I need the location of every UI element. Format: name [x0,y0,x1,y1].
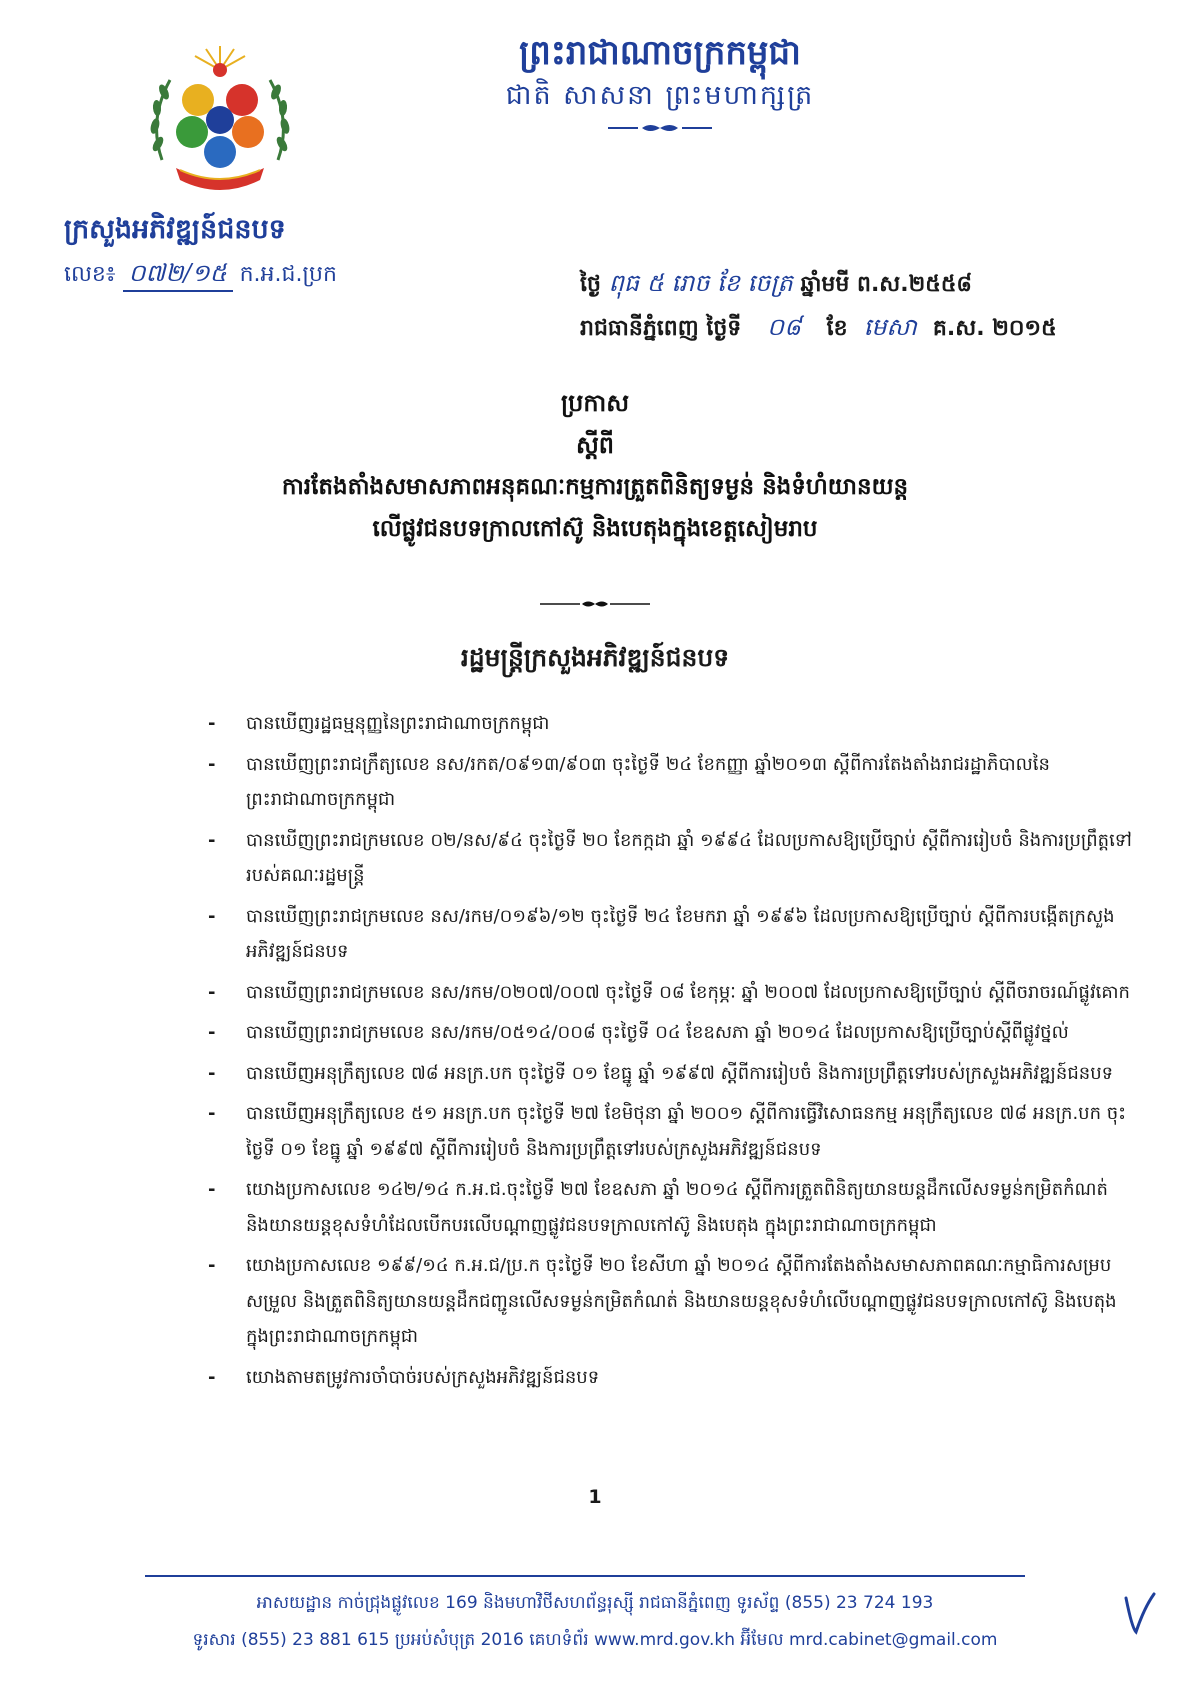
national-motto: ជាតិ សាសនា ព្រះមហាក្សត្រ [505,80,815,111]
list-item: - យោងប្រកាសលេខ ១៩៩/១៤ ក.អ.ជ/ប្រ.ក ចុះថ្ងៃទី ២០ ខែសីហា ឆ្នាំ ២០១៤ ស្តីពីការតែងតាំងសមាសភាពគណៈកម្មាធិការសម្របសម្រួល និងត្រួតពិនិត្យយានយន្តដឹកជញ្ជូនលើសទម្ងន់កម្រិតកំណត់ និងយានយន្តខុសទំហំលើបណ្តាញផ្លូវជនបទក្រាលកៅស៊ូ និងបេតុង ក្នុងព្រះរាជាណាចក្រកម្ពុជា [208,1255,1117,1347]
page-number: 1 [588,1486,602,1508]
city-day-label: រាជធានីភ្នំពេញ ថ្ងៃទី [580,316,742,341]
subject-line-2: លើផ្លូវជនបទក្រាលកៅស៊ូ និងបេតុងក្នុងខេត្តសៀមរាប [372,516,818,542]
lunar-date [580,262,1160,306]
ministry-name: ក្រសួងអភិវឌ្ឍន៍ជនបទ [64,214,286,245]
lunar-year: ឆ្នាំមមី ព.ស.២៥៥៨ [800,272,972,297]
preamble-clauses [200,706,1140,1400]
initial-mark-icon [1118,1588,1158,1638]
document-about: ស្តីពី [575,431,615,459]
list-item: - យោងតាមតម្រូវការចាំបាច់របស់ក្រសួងអភិវឌ្ឍន៍ជនបទ [208,1366,600,1388]
list-item: - បានឃើញព្រះរាជក្រមលេខ ០២/នស/៩៤ ចុះថ្ងៃទី ២០ ខែកក្កដា ឆ្នាំ ១៩៩៤ ដែលប្រកាសឱ្យប្រើច្បាប់ ស្តីពីការរៀបចំ និងការប្រព្រឹត្តទៅរបស់គណៈរដ្ឋមន្ត្រី [208,829,1132,886]
year: គ.ស. ២០១៥ [932,316,1057,341]
kingdom-heading [380,30,940,138]
lunar-prefix: ថ្ងៃ [580,272,601,297]
minister-heading: រដ្ឋមន្ត្រីក្រសួងអភិវឌ្ឍន៍ជនបទ [460,643,730,672]
lunar-date-handwritten: ពុធ ៥ រោច ខែ ចេត្រ [608,269,793,297]
subject-line-1: ការតែងតាំងសមាសភាពអនុគណៈកម្មការត្រួតពិនិត្យទម្ងន់ និងទំហំយានយន្ត [281,474,909,500]
ref-number-handwritten: ០៧២/១៥ [123,256,233,292]
month-label: ខែ [826,316,848,341]
ministry-logo [140,40,300,200]
kingdom-name: ព្រះរាជាណាចក្រកម្ពុជា [519,33,801,73]
document-title [140,382,1050,550]
list-item: - បានឃើញព្រះរាជក្រមលេខ នស/រកម/០១៩៦/១២ ចុះថ្ងៃទី ២៤ ខែមករា ឆ្នាំ ១៩៩៦ ដែលប្រកាសឱ្យប្រើច្បាប់ ស្តីពីការបង្កើតក្រសួងអភិវឌ្ឍន៍ជនបទ [208,905,1115,962]
list-item: - បានឃើញអនុក្រឹត្យលេខ ៧៨ អនក្រ.បក ចុះថ្ងៃទី ០១ ខែធ្នូ ឆ្នាំ ១៩៩៧ ស្តីពីការរៀបចំ និងការប្រព្រឹត្តទៅរបស់ក្រសួងអភិវឌ្ឍន៍ជនបទ [208,1062,1114,1084]
solar-date [580,306,1160,350]
ref-suffix: ក.អ.ជ.ប្រក [239,262,337,287]
list-item: - យោងប្រកាសលេខ ១៤២/១៤ ក.អ.ជ.ចុះថ្ងៃទី ២៧ ខែឧសភា ឆ្នាំ ២០១៤ ស្តីពីការត្រួតពិនិត្យយានយន្តដឹកលើសទម្ងន់កម្រិតកំណត់ និងយានយន្តខុសទំហំដែលបើកបរលើបណ្តាញផ្លូវជនបទក្រាលកៅស៊ូ និងបេតុង ក្នុងព្រះរាជាណាចក្រកម្ពុជា [208,1179,1108,1236]
list-item: - បានឃើញព្រះរាជក្រមលេខ នស/រកម/០២០៧/០០៧ ចុះថ្ងៃទី ០៨ ខែកុម្ភៈ ឆ្នាំ ២០០៧ ដែលប្រកាសឱ្យប្រើច្បាប់ ស្តីពីចរាចរណ៍ផ្លូវគោក [208,981,1130,1003]
footer-contact [100,1585,1090,1659]
ref-label: លេខ៖ [64,262,116,287]
document-type: ប្រកាស [560,389,630,417]
month-handwritten: មេសា [863,313,917,341]
footer-contacts: ទូរសារ (855) 23 881 615 ប្រអប់សំបុត្រ 2016 គេហទំព័រ www.mrd.gov.kh អ៊ីមែល mrd.cabinet@gmail.com [192,1630,998,1650]
title-divider [540,598,650,610]
reference-number [64,256,484,292]
footer-divider [145,1575,1025,1577]
ornament-divider [380,122,940,134]
footer-address: អាសយដ្ឋាន កាច់ជ្រុងផ្លូវលេខ 169 និងមហាវិថីសហព័ន្ធរុស្ស៊ី រាជធានីភ្នំពេញ ទូរស័ព្ទ (855) 23 724 193 [256,1593,934,1613]
list-item: - បានឃើញព្រះរាជក្រឹត្យលេខ នស/រកត/០៩១៣/៩០៣ ចុះថ្ងៃទី ២៤ ខែកញ្ញា ឆ្នាំ២០១៣ ស្តីពីការតែងតាំងរាជរដ្ឋាភិបាលនៃព្រះរាជាណាចក្រកម្ពុជា [208,753,1050,810]
day-handwritten: ០៨ [766,313,801,341]
list-item: - បានឃើញអនុក្រឹត្យលេខ ៥១ អនក្រ.បក ចុះថ្ងៃទី ២៧ ខែមិថុនា ឆ្នាំ ២០០១ ស្តីពីការធ្វើវិសោធនកម្ម អនុក្រឹត្យលេខ ៧៨ អនក្រ.បក ចុះថ្ងៃទី ០១ ខែធ្នូ ឆ្នាំ ១៩៩៧ ស្តីពីការរៀបចំ និងការប្រព្រឹត្តទៅរបស់ក្រសួងអភិវឌ្ឍន៍ជនបទ [208,1103,1127,1160]
date-block [580,262,1160,350]
list-item: - បានឃើញព្រះរាជក្រមលេខ នស/រកម/០៥១៤/០០៨ ចុះថ្ងៃទី ០៤ ខែឧសភា ឆ្នាំ ២០១៤ ដែលប្រកាសឱ្យប្រើច្បាប់ស្តីពីផ្លូវថ្នល់ [208,1022,1069,1043]
list-item: - បានឃើញរដ្ឋធម្មនុញ្ញនៃព្រះរាជាណាចក្រកម្ពុជា [208,713,550,734]
